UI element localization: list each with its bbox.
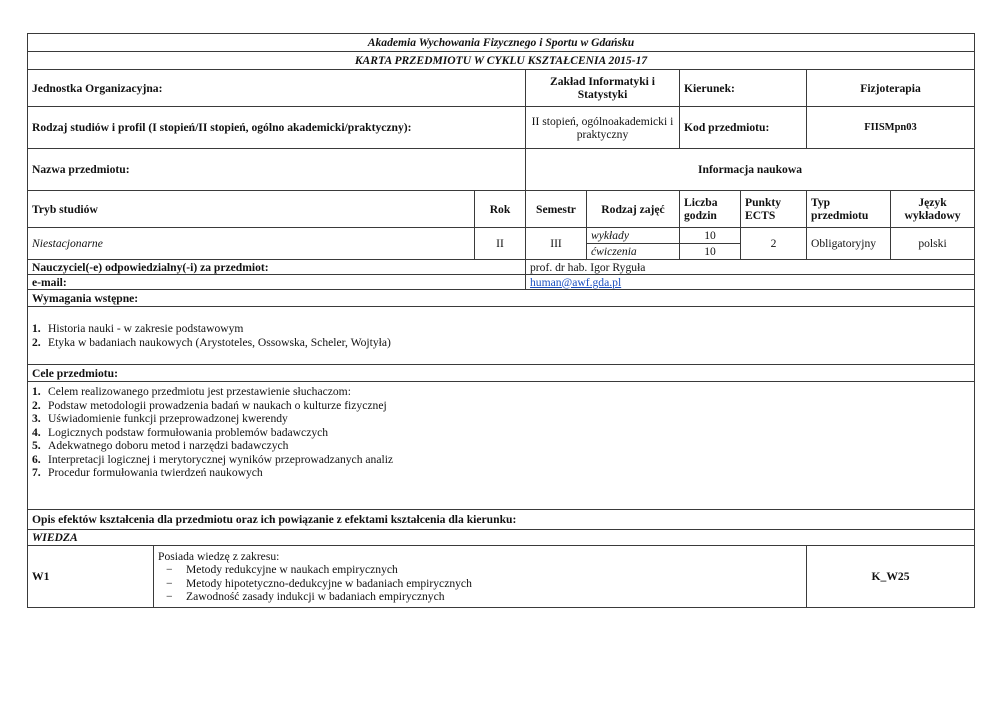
list-item: 6. Interpretacji logicznej i merytorycznej wyników przeprowadzanych analiz xyxy=(32,452,394,466)
list-item: 4. Logicznych podstaw formułowania problemów badawczych xyxy=(32,425,329,439)
outcome-items xyxy=(158,563,802,604)
study-kind-label: Rodzaj studiów i profil (I stopień/II stopień, ogólno akademicki/praktyczny): xyxy=(28,107,526,149)
knowledge-label: WIEDZA xyxy=(28,530,975,546)
direction-value: Fizjoterapia xyxy=(807,70,975,107)
column-hours: Liczba godzin xyxy=(680,191,741,228)
class-type-lecture: wykłady xyxy=(587,228,680,244)
list-item: 7. Procedur formułowania twierdzeń naukowych xyxy=(32,466,263,479)
class-type-exercises: ćwiczenia xyxy=(587,244,680,260)
year-value: II xyxy=(475,228,526,260)
list-item: 1. Celem realizowanego przedmiotu jest przestawienie słuchaczom: xyxy=(32,385,351,398)
list-item: − Metody redukcyjne w naukach empirycznych xyxy=(166,563,398,576)
list-item: 5. Adekwatnego doboru metod i narzędzi badawczych xyxy=(32,439,289,452)
column-mode: Tryb studiów xyxy=(28,191,475,228)
column-class-type: Rodzaj zajęć xyxy=(587,191,680,228)
prerequisites-label: Wymagania wstępne: xyxy=(28,290,975,307)
email-label: e-mail: xyxy=(28,275,526,290)
ects-value: 2 xyxy=(741,228,807,260)
outcome-ref-w1: K_W25 xyxy=(807,546,975,608)
outcome-description-w1 xyxy=(154,546,807,608)
teacher-value: prof. dr hab. Igor Ryguła xyxy=(526,260,975,275)
email-link[interactable]: human@awf.gda.pl xyxy=(530,275,622,289)
course-code-value: FIISMpn03 xyxy=(807,107,975,149)
list-item: 1. Historia nauki - w zakresie podstawowym xyxy=(32,322,244,335)
outcome-intro: Posiada wiedzę z zakresu: xyxy=(158,549,280,563)
goals-label: Cele przedmiotu: xyxy=(28,365,975,382)
hours-lecture: 10 xyxy=(680,228,741,244)
language-value: polski xyxy=(891,228,975,260)
card-title: KARTA PRZEDMIOTU W CYKLU KSZTAŁCENIA 2015-17 xyxy=(28,52,975,70)
goals-list xyxy=(32,385,970,480)
column-language: Język wykładowy xyxy=(891,191,975,228)
subject-name-value: Informacja naukowa xyxy=(526,149,975,191)
list-item: 2. Etyka w badaniach naukowych (Arystoteles, Ossowska, Scheler, Wojtyła) xyxy=(32,335,391,349)
direction-label: Kierunek: xyxy=(680,70,807,107)
course-code-label: Kod przedmiotu: xyxy=(680,107,807,149)
course-card-table xyxy=(27,33,975,608)
study-mode-value: Niestacjonarne xyxy=(28,228,475,260)
list-item: − Metody hipotetyczno-dedukcyjne w badaniach empirycznych xyxy=(166,576,472,590)
teacher-label: Nauczyciel(-e) odpowiedzialny(-i) za przedmiot: xyxy=(28,260,526,275)
outcome-code-w1: W1 xyxy=(28,546,154,608)
study-kind-value: II stopień, ogólnoakademicki i praktyczny xyxy=(526,107,680,149)
list-item: 3. Uświadomienie funkcji przeprowadzonej kwerendy xyxy=(32,412,288,425)
list-item: 2. Podstaw metodologii prowadzenia badań w naukach o kulturze fizycznej xyxy=(32,398,387,412)
subject-name-label: Nazwa przedmiotu: xyxy=(28,149,526,191)
email-cell xyxy=(526,275,975,290)
unit-value: Zakład Informatyki i Statystyki xyxy=(526,70,680,107)
unit-label: Jednostka Organizacyjna: xyxy=(28,70,526,107)
outcomes-label: Opis efektów kształcenia dla przedmiotu oraz ich powiązanie z efektami kształcenia dla kierunku: xyxy=(28,510,975,530)
column-ects: Punkty ECTS xyxy=(741,191,807,228)
column-year: Rok xyxy=(475,191,526,228)
prerequisites-list-cell xyxy=(28,307,975,365)
list-item: − Zawodność zasady indukcji w badaniach empirycznych xyxy=(166,590,445,603)
prerequisites-list xyxy=(32,322,970,349)
semester-value: III xyxy=(526,228,587,260)
column-semester: Semestr xyxy=(526,191,587,228)
hours-exercises: 10 xyxy=(680,244,741,260)
column-subject-type: Typ przedmiotu xyxy=(807,191,891,228)
institution-name: Akademia Wychowania Fizycznego i Sportu w Gdańsku xyxy=(28,34,975,52)
goals-list-cell xyxy=(28,382,975,510)
subject-type-value: Obligatoryjny xyxy=(807,228,891,260)
